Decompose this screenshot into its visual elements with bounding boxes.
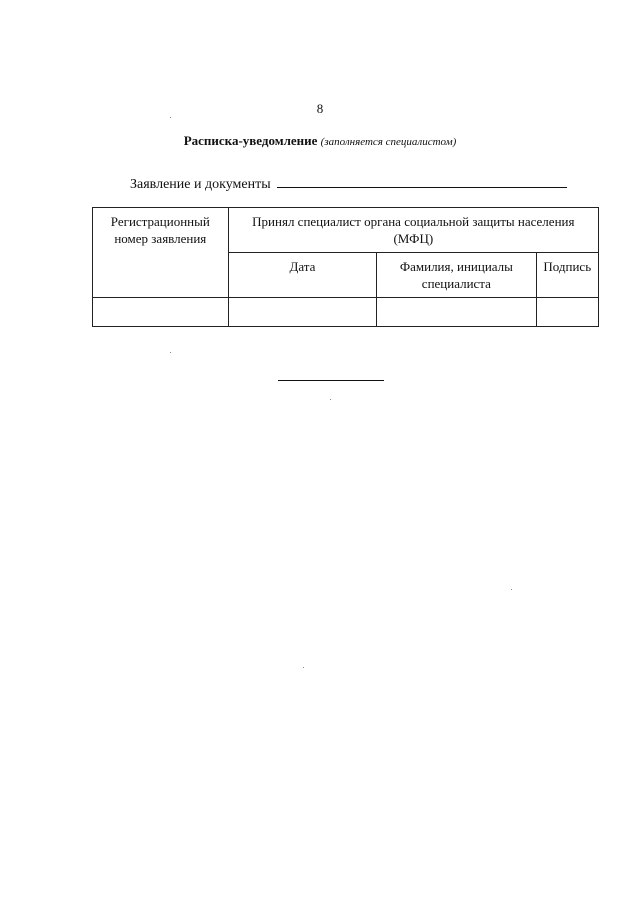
scan-speck [330, 399, 331, 400]
title-note: (заполняется специалистом) [320, 136, 457, 148]
receipt-table [92, 207, 599, 327]
scan-speck [511, 589, 512, 590]
cell-date[interactable] [228, 298, 377, 327]
document-title [0, 133, 640, 149]
cell-registration-number[interactable] [93, 298, 229, 327]
statement-blank-field[interactable] [277, 173, 567, 188]
cell-specialist-name[interactable] [377, 298, 536, 327]
header-registration-number: Регистрационный номер заявления [93, 208, 229, 298]
bottom-divider [278, 380, 384, 381]
cell-signature[interactable] [536, 298, 598, 327]
scan-speck [170, 352, 171, 353]
header-accepted-by: Принял специалист органа социальной защиты населения (МФЦ) [228, 208, 598, 253]
table-row [93, 298, 599, 327]
scan-speck [303, 667, 304, 668]
title-main: Расписка-уведомление [183, 133, 318, 148]
statement-label: Заявление и документы [130, 177, 271, 192]
table-header-row [93, 208, 599, 253]
subheader-date: Дата [228, 253, 377, 298]
subheader-specialist-name: Фамилия, инициалы специалиста [377, 253, 536, 298]
scan-speck [170, 117, 171, 118]
page-number: 8 [316, 101, 324, 116]
statement-line [130, 173, 567, 193]
subheader-signature: Подпись [536, 253, 598, 298]
